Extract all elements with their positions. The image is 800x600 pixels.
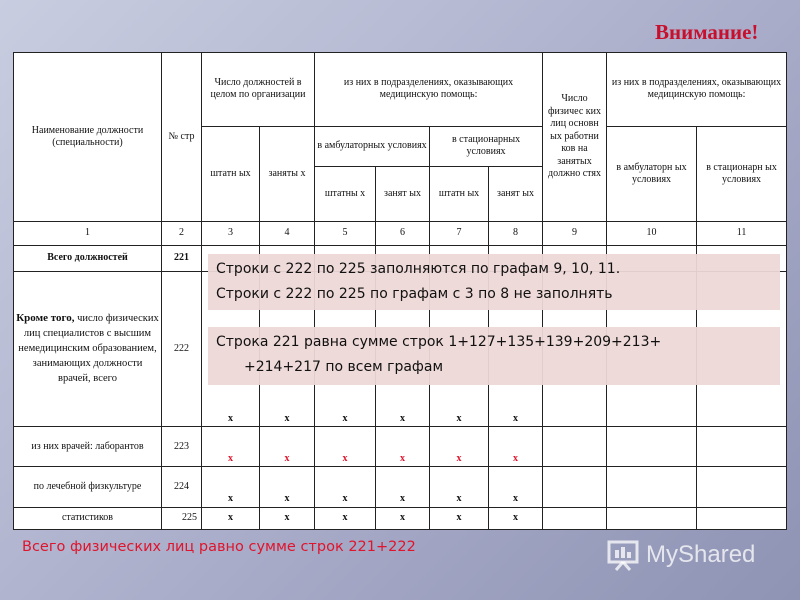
row-223-label: из них врачей: лаборантов xyxy=(14,427,162,467)
col-number: 11 xyxy=(697,222,787,245)
header-of-which-depts: из них в подразделениях, оказывающих медицинскую помощь: xyxy=(315,53,543,127)
table-cell[interactable] xyxy=(543,467,607,507)
x-mark: x xyxy=(376,467,430,507)
header-physical-persons: Число физичес ких лиц основн ых работни ков на занятых должно стях xyxy=(543,53,607,222)
x-mark: x xyxy=(430,271,489,426)
note-overlay-row-221 xyxy=(208,327,780,385)
x-mark: x xyxy=(376,427,430,467)
row-222-label-rest: число физических лиц специалистов с высшим немедицинским образованием, занимающих должности врачей, всего xyxy=(18,313,159,385)
x-mark: x xyxy=(376,507,430,529)
x-mark: x xyxy=(315,507,376,529)
col-number: 1 xyxy=(14,222,162,245)
row-224-no: 224 xyxy=(162,467,202,507)
x-mark: x xyxy=(315,271,376,426)
note-line: Строка 221 равна сумме строк 1+127+135+139+209+213+ xyxy=(216,334,662,350)
col-number: 3 xyxy=(202,222,260,245)
table-cell[interactable] xyxy=(607,427,697,467)
footer-note: Всего физических лиц равно сумме строк 221+222 xyxy=(22,539,416,555)
col-number: 2 xyxy=(162,222,202,245)
col-number: 10 xyxy=(607,222,697,245)
x-mark: x xyxy=(430,507,489,529)
header-staff: штатн ых xyxy=(202,126,260,222)
row-222-label-bold: Кроме того, xyxy=(16,312,75,325)
table-cell[interactable] xyxy=(607,467,697,507)
col-number: 5 xyxy=(315,222,376,245)
x-mark: x xyxy=(489,427,543,467)
col-number: 4 xyxy=(260,222,315,245)
x-mark: x xyxy=(260,271,315,426)
x-mark: x xyxy=(315,467,376,507)
note-line: +214+217 по всем графам xyxy=(244,359,444,375)
col-number: 7 xyxy=(430,222,489,245)
x-mark: x xyxy=(489,507,543,529)
x-mark: x xyxy=(315,427,376,467)
row-225-label: статистиков xyxy=(14,507,162,529)
col-number: 8 xyxy=(489,222,543,245)
col-number: 6 xyxy=(376,222,430,245)
header-staff-stationary: штатн ых xyxy=(430,166,489,221)
myshared-logo xyxy=(606,537,755,573)
note-overlay-rows-222-225 xyxy=(208,254,780,310)
logo-text: MyShared xyxy=(646,541,756,568)
row-221-label: Всего должностей xyxy=(14,245,162,271)
x-mark: x xyxy=(202,271,260,426)
header-ambulatory: в амбулаторных условиях xyxy=(315,126,430,166)
attention-heading: Внимание! xyxy=(655,20,759,44)
note-line: Строки с 222 по 225 заполняются по графам 9, 10, 11. xyxy=(216,261,621,277)
row-222-no: 222 xyxy=(162,271,202,426)
table-cell[interactable] xyxy=(607,507,697,529)
header-positions-total: Число должностей в целом по организации xyxy=(202,53,315,127)
row-222-label xyxy=(14,271,162,426)
header-occupied-stationary: занят ых xyxy=(489,166,543,221)
x-mark: x xyxy=(489,271,543,426)
x-mark: x xyxy=(489,467,543,507)
row-225-no: 225 xyxy=(162,507,202,529)
table-cell[interactable] xyxy=(543,427,607,467)
header-name: Наименование должности (специальности) xyxy=(14,53,162,222)
row-223-no: 223 xyxy=(162,427,202,467)
header-stationary: в стационарных условиях xyxy=(430,126,543,166)
x-mark: x xyxy=(376,271,430,426)
x-mark: x xyxy=(202,507,260,529)
header-ambulatory-2: в амбулаторн ых условиях xyxy=(607,126,697,222)
row-221-no: 221 xyxy=(162,245,202,271)
header-row-no: № стр xyxy=(162,53,202,222)
table-cell[interactable] xyxy=(543,507,607,529)
x-mark: x xyxy=(202,427,260,467)
x-mark: x xyxy=(202,467,260,507)
x-mark: x xyxy=(260,507,315,529)
table-cell[interactable] xyxy=(697,467,787,507)
header-occupied-ambulatory: занят ых xyxy=(376,166,430,221)
header-staff-ambulatory: штатны х xyxy=(315,166,376,221)
table-cell[interactable] xyxy=(697,427,787,467)
col-number: 9 xyxy=(543,222,607,245)
table-cell[interactable] xyxy=(697,507,787,529)
header-of-which-depts-2: из них в подразделениях, оказывающих медицинскую помощь: xyxy=(607,53,787,127)
x-mark: x xyxy=(430,427,489,467)
x-mark: x xyxy=(260,467,315,507)
row-224-label: по лечебной физкультуре xyxy=(14,467,162,507)
note-line: Строки с 222 по 225 по графам с 3 по 8 не заполнять xyxy=(216,286,613,302)
presentation-board-icon xyxy=(606,538,640,572)
header-stationary-2: в стационарн ых условиях xyxy=(697,126,787,222)
x-mark: x xyxy=(260,427,315,467)
header-occupied: заняты х xyxy=(260,126,315,222)
x-mark: x xyxy=(430,467,489,507)
